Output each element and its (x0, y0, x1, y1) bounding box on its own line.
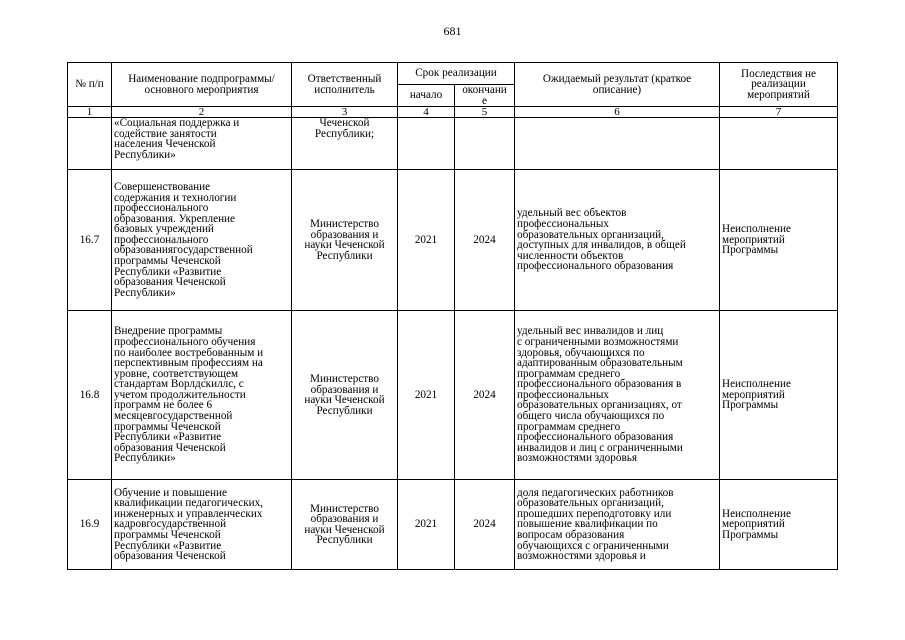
page-number: 681 (443, 24, 462, 38)
row-end: 2024 (455, 311, 515, 480)
column-number-row (68, 107, 838, 118)
row-executor: Министерство образования и науки Чеченской Республики (292, 170, 398, 311)
row-consequence: Неисполнение мероприятий Программы (720, 480, 838, 570)
header-num: № п/п (68, 63, 112, 107)
row-name: Обучение и повышение квалификации педагогических, инженерных и управленческих кадровгосударственной программы Чеченской Республики «Развитие образования Чеченской (112, 480, 292, 570)
row-num: 16.9 (68, 480, 112, 570)
header-end: окончани е (455, 85, 515, 107)
column-number: 7 (720, 107, 838, 118)
table-row (68, 118, 838, 170)
program-table (67, 62, 838, 570)
row-name: «Социальная поддержка и содействие занятости населения Чеченской Республики» (112, 118, 292, 170)
row-start: 2021 (398, 480, 455, 570)
column-number: 3 (292, 107, 398, 118)
row-start: 2021 (398, 311, 455, 480)
header-consequence: Последствия не реализации мероприятий (720, 63, 838, 107)
row-result: удельный вес объектов профессиональных образовательных организаций, доступных для инвалидов, в общей численности объектов профессионального образования (515, 170, 720, 311)
row-executor: Министерство образования и науки Чеченской Республики (292, 311, 398, 480)
table-row (68, 480, 838, 570)
row-consequence: Неисполнение мероприятий Программы (720, 311, 838, 480)
row-result: удельный вес инвалидов и лиц с ограниченными возможностями здоровья, обучающихся по адаптированным образовательным программам среднего профессионального образования в профессиональных образовательных организациях, от общего числа обучающихся по программам среднего профессионального образования инвалидов и лиц с ограниченными возможностями здоровья (515, 311, 720, 480)
table-row (68, 311, 838, 480)
row-consequence (720, 118, 838, 170)
row-end (455, 118, 515, 170)
row-name: Совершенствование содержания и технологии профессионального образования. Укрепление базовых учреждений профессионального образованиягосударственной программы Чеченской Республики «Развитие образования Чеченской Республики» (112, 170, 292, 311)
row-executor: Чеченской Республики; (292, 118, 398, 170)
row-result: доля педагогических работников образовательных организаций, прошедших переподготовку или повышение квалификации по вопросам образования обучающихся с ограниченными возможностями здоровья и (515, 480, 720, 570)
header-period: Срок реализации (398, 63, 515, 85)
header-result: Ожидаемый результат (краткое описание) (515, 63, 720, 107)
header-executor: Ответственный исполнитель (292, 63, 398, 107)
row-num: 16.7 (68, 170, 112, 311)
header-row-1 (68, 63, 838, 85)
row-executor: Министерство образования и науки Чеченской Республики (292, 480, 398, 570)
row-num (68, 118, 112, 170)
row-result (515, 118, 720, 170)
row-end: 2024 (455, 170, 515, 311)
row-start (398, 118, 455, 170)
header-name: Наименование подпрограммы/ основного мероприятия (112, 63, 292, 107)
column-number: 5 (455, 107, 515, 118)
header-start: начало (398, 85, 455, 107)
row-num: 16.8 (68, 311, 112, 480)
row-consequence: Неисполнение мероприятий Программы (720, 170, 838, 311)
row-end: 2024 (455, 480, 515, 570)
column-number: 6 (515, 107, 720, 118)
row-start: 2021 (398, 170, 455, 311)
column-number: 2 (112, 107, 292, 118)
column-number: 4 (398, 107, 455, 118)
table-row (68, 170, 838, 311)
column-number: 1 (68, 107, 112, 118)
row-name: Внедрение программы профессионального обучения по наиболее востребованным и перспективным профессиям на уровне, соответствующем стандартам Ворлдскиллс, с учетом продолжительности программ не более 6 месяцевгосударственной программы Чеченской Республики «Развитие образования Чеченской Республики» (112, 311, 292, 480)
